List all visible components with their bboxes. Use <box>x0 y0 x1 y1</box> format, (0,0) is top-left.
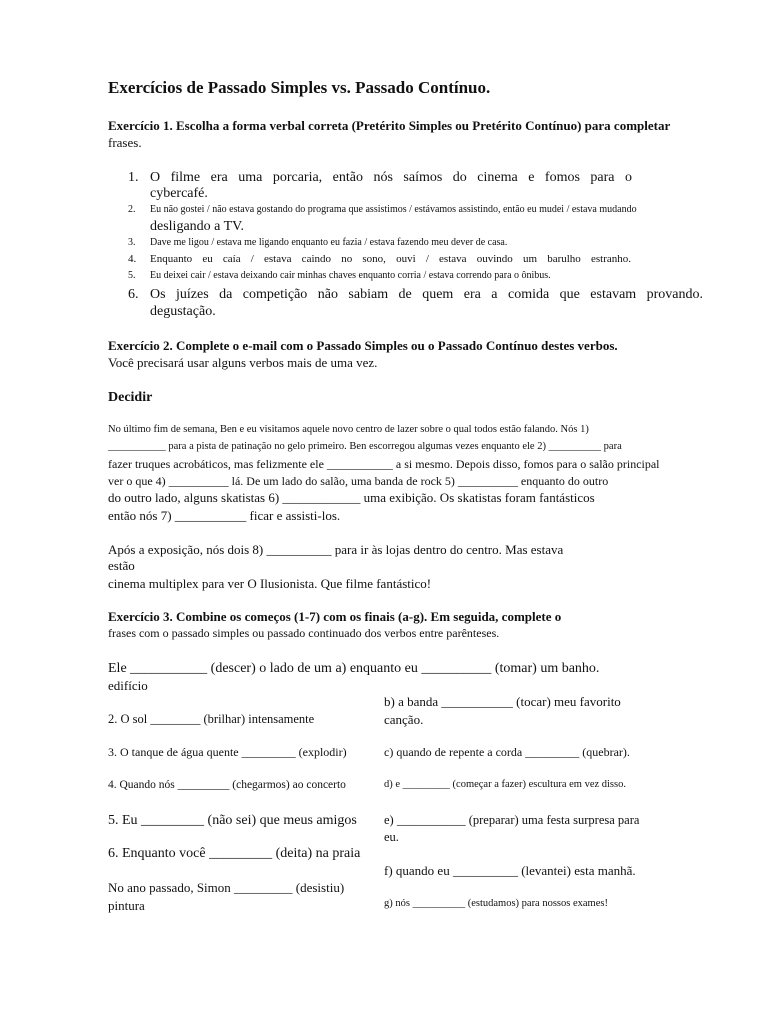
match-right-item-cont: canção. <box>384 712 424 727</box>
match-left-item-cont: edifício <box>108 678 148 693</box>
match-left-item: 3. O tanque de água quente _________ (explodir) <box>108 745 347 759</box>
exercise-1-heading: Exercício 1. Escolha a forma verbal correta (Pretérito Simples ou Pretérito Contínuo) para completar <box>108 118 671 133</box>
exercise-1-heading-cont: frases. <box>108 135 142 150</box>
exercise-3-heading: Exercício 3. Combine os começos (1-7) com os finais (a-g). Em seguida, complete o <box>108 609 562 624</box>
exercise-2-heading: Exercício 2. Complete o e-mail com o Passado Simples ou o Passado Contínuo destes verbos. <box>108 338 618 353</box>
list-item-cont: desligando a TV. <box>150 219 244 234</box>
match-right-item: b) a banda ___________ (tocar) meu favorito <box>384 694 621 709</box>
email-line: No último fim de semana, Ben e eu visitamos aquele novo centro de lazer sobre o qual todos estão falando. Nós 1) <box>108 424 589 435</box>
email-line: então nós 7) ___________ ficar e assisti-los. <box>108 508 341 523</box>
email-line: estão <box>108 558 135 573</box>
match-left-item: Ele ___________ (descer) o lado de um a) enquanto eu __________ (tomar) um banho. <box>108 661 600 676</box>
email-line: do outro lado, alguns skatistas 6) ____________ uma exibição. Os skatistas foram fantásticos <box>108 490 595 505</box>
email-line: ___________ para a pista de patinação no gelo primeiro. Ben escorregou algumas vezes enquanto ele 2) __________ para <box>108 441 622 452</box>
match-left-item-cont: pintura <box>108 898 145 913</box>
match-left-item: 2. O sol ________ (brilhar) intensamente <box>108 712 315 726</box>
list-item: 3. Dave me ligou / estava me ligando enquanto eu fazia / estava fazendo meu dever de casa. <box>128 237 508 248</box>
match-left-item: 6. Enquanto você _________ (deita) na praia <box>108 846 361 861</box>
list-item: 6. Os juízes da competição não sabiam de quem era a comida que estavam provando. <box>128 287 703 302</box>
match-left-item: No ano passado, Simon _________ (desistiu) <box>108 880 345 895</box>
list-item: 4. Enquanto eu caía / estava caindo no sono, ouvi / estava ouvindo um barulho estranho. <box>128 253 631 265</box>
exercise-2-heading-cont: Você precisará usar alguns verbos mais de uma vez. <box>108 355 378 370</box>
email-line: ver o que 4) __________ lá. De um lado do salão, uma banda de rock 5) __________ enquanto do outro <box>108 474 609 488</box>
match-left-item: 5. Eu _________ (não sei) que meus amigos <box>108 813 357 828</box>
match-right-item-cont: eu. <box>384 830 399 844</box>
verb-heading: Decidir <box>108 390 153 405</box>
match-left-item: 4. Quando nós _________ (chegarmos) ao concerto <box>108 779 346 791</box>
list-item-cont: degustação. <box>150 304 216 319</box>
email-line: cinema multiplex para ver O Ilusionista. Que filme fantástico! <box>108 576 432 591</box>
list-item: 2. Eu não gostei / não estava gostando do programa que assistimos / estávamos assistindo, então eu mudei / estava mudando <box>128 204 637 215</box>
list-item: 1. O filme era uma porcaria, então nós saímos do cinema e fomos para o <box>128 170 632 185</box>
match-right-item: c) quando de repente a corda _________ (quebrar). <box>384 745 630 759</box>
page-title: Exercícios de Passado Simples vs. Passado Contínuo. <box>108 78 491 97</box>
match-right-item: g) nós __________ (estudamos) para nossos exames! <box>384 898 608 909</box>
list-item-cont: cybercafé. <box>150 186 208 201</box>
exercise-3-heading-cont: frases com o passado simples ou passado continuado dos verbos entre parênteses. <box>108 626 500 640</box>
list-item: 5. Eu deixei cair / estava deixando cair minhas chaves enquanto corria / estava correndo para o ônibus. <box>128 270 551 281</box>
email-line: Após a exposição, nós dois 8) __________ para ir às lojas dentro do centro. Mas estava <box>108 542 564 557</box>
email-line: fazer truques acrobáticos, mas felizmente ele ___________ a si mesmo. Depois disso, fomos para o salão principal <box>108 457 660 471</box>
match-right-item: d) e _________ (começar a fazer) escultura em vez disso. <box>384 779 626 790</box>
match-right-item: f) quando eu __________ (levantei) esta manhã. <box>384 863 636 878</box>
match-right-item: e) ___________ (preparar) uma festa surpresa para <box>384 813 640 827</box>
